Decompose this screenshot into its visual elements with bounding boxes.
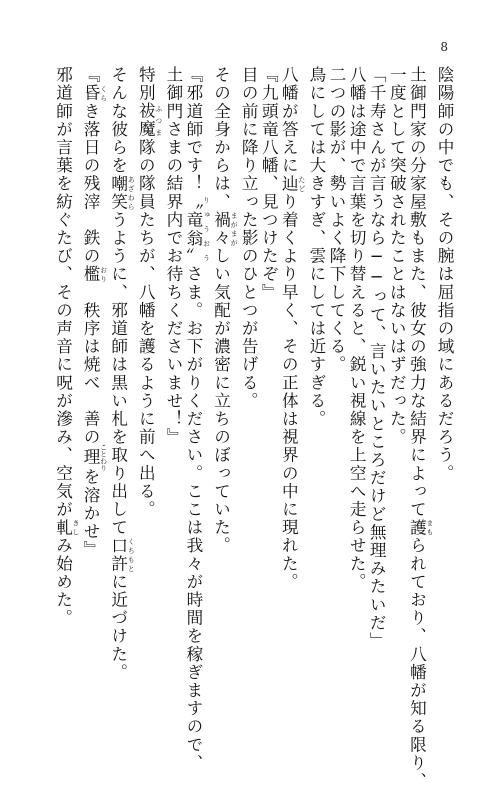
- ruby-reading: たど: [297, 174, 306, 193]
- text-line: [346, 66, 366, 666]
- text-segment: さま。お下がりください。ここは我々が時間を稼ぎますので、: [183, 265, 203, 772]
- text-segment: き落日の残滓 鉄の: [81, 102, 101, 266]
- ruby-annotation: [108, 174, 136, 211]
- text-line: [366, 66, 386, 666]
- ruby-annotation: [81, 443, 108, 472]
- ruby-base: 口許: [108, 536, 128, 573]
- text-line: [306, 66, 326, 666]
- text-line: [108, 66, 136, 682]
- text-segment: 土御門さまの結界内でお待ちくださいませ！』: [163, 66, 183, 447]
- ruby-base: 護: [407, 518, 427, 537]
- ruby-reading: くら: [99, 84, 108, 103]
- text-line: [210, 66, 238, 666]
- text-segment: 土御門家の分家屋敷もまた、彼女の強力な結界によって: [407, 66, 427, 519]
- ruby-annotation: [81, 265, 108, 284]
- ruby-reading: おり: [99, 265, 108, 284]
- ruby-base: 理: [81, 443, 101, 472]
- text-line: [163, 66, 183, 666]
- ruby-annotation: [407, 518, 434, 537]
- ruby-base: 嘲笑: [108, 174, 128, 211]
- ruby-annotation: [53, 518, 80, 537]
- ruby-annotation: [211, 210, 239, 248]
- text-segment: られており、八幡が知る限り、: [407, 536, 427, 790]
- text-segment: 鳥にしては大きすぎ、雲にしては近すぎる。: [306, 66, 326, 428]
- text-line: [183, 66, 211, 772]
- text-line: [278, 66, 306, 666]
- ruby-base: 軋: [53, 518, 73, 537]
- ruby-base: 昏: [81, 84, 101, 103]
- ruby-reading: まがまが: [230, 210, 239, 247]
- text-segment: 二つの影が、勢いよく降下してくる。: [327, 66, 347, 374]
- text-segment: を溶かせ』: [81, 468, 101, 559]
- text-line: [80, 66, 108, 666]
- ruby-reading: あざわら: [127, 174, 136, 211]
- page-number: 8: [440, 40, 448, 54]
- ruby-annotation: [183, 192, 211, 266]
- ruby-reading: ふつま: [154, 102, 163, 139]
- text-segment: 『邪道師です！: [183, 66, 203, 193]
- ruby-annotation: [108, 536, 136, 573]
- text-segment: 一度として突破されたことはないはずだった。: [387, 66, 407, 447]
- text-segment: み始めた。: [53, 536, 73, 628]
- text-segment: その全身からは、: [211, 66, 231, 211]
- text-segment: 「千寿さんが言うなら──って、言いたいところだけど無理みたいだ」: [367, 66, 387, 650]
- ruby-reading: りゅうおう: [202, 192, 211, 266]
- ruby-base: 〝竜翁〟: [183, 192, 203, 266]
- text-line: [434, 66, 454, 666]
- text-line: [326, 66, 346, 666]
- text-segment: 八幡が答えに: [279, 66, 299, 175]
- text-segment: に近づけた。: [108, 572, 128, 682]
- text-line: [52, 66, 80, 666]
- ruby-annotation: [136, 102, 163, 139]
- ruby-annotation: [81, 84, 108, 103]
- text-segment: 目の前に降り立った影のひとつが告げる。: [239, 66, 259, 410]
- ruby-base: 辿: [279, 174, 299, 193]
- ruby-annotation: [279, 174, 306, 193]
- ruby-base: 祓魔: [136, 102, 156, 139]
- text-line: [135, 66, 163, 666]
- text-segment: 隊の隊員たちが、八幡を護るように前へ出る。: [136, 138, 156, 519]
- text-segment: 秩序は焼べ 善の: [81, 283, 101, 447]
- text-segment: 『九頭竜八幡、見つけたぞ』: [259, 66, 279, 302]
- text-segment: そんな彼らを: [108, 66, 128, 175]
- vertical-text-body: [52, 66, 454, 790]
- ruby-reading: まも: [425, 518, 434, 537]
- text-segment: 八幡は途中で言葉を切り替えると、鋭い視線を上空へ走らせた。: [347, 66, 367, 591]
- ruby-reading: ことわり: [99, 443, 108, 472]
- text-segment: り着くより早く、その正体は視界の中に現れた。: [279, 192, 299, 591]
- ruby-base: 禍々: [211, 210, 231, 248]
- text-segment: うように、邪道師は黒い札を取り出して: [108, 210, 128, 537]
- text-segment: しい気配が濃密に立ちのぼっていた。: [211, 247, 231, 555]
- text-segment: 『: [81, 66, 101, 85]
- text-line: [406, 66, 434, 790]
- text-segment: 特別: [136, 66, 156, 103]
- text-line: [386, 66, 406, 666]
- ruby-reading: きし: [72, 518, 80, 537]
- text-line: [238, 66, 258, 666]
- ruby-base: 檻: [81, 265, 101, 284]
- ruby-reading: くちもと: [127, 536, 136, 573]
- text-segment: 陰陽師の中でも、その腕は屈指の域にあるだろう。: [435, 66, 454, 483]
- text-segment: 邪道師が言葉を紡ぐたび、その声音に呪が滲み、空気が: [53, 66, 73, 519]
- text-line: [258, 66, 278, 666]
